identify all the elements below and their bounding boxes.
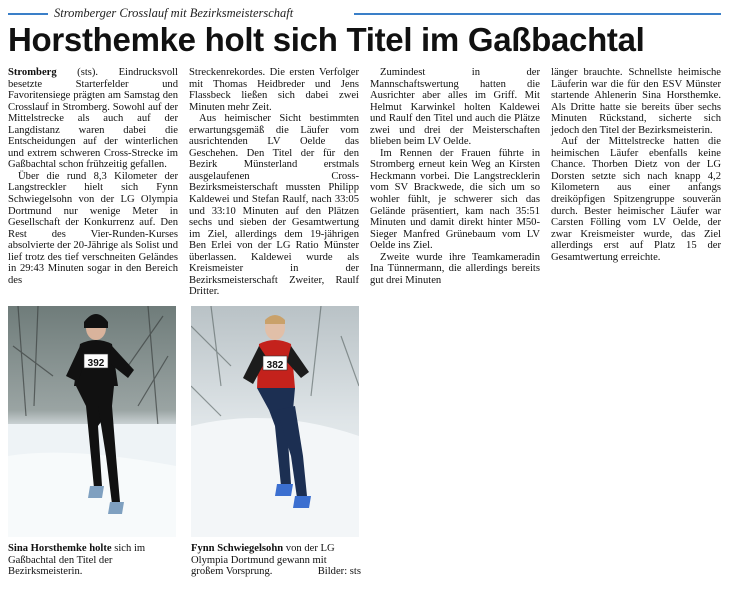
bib-number: 382 <box>266 360 284 371</box>
paragraph: Im Rennen der Frauen führte in Stromberg erneut kein Weg an Kirsten Heckmann vorbei. Die Langstrecklerin vom SV Brackwede, die sich um so wohler fühlt, je schwerer sich das Gelände präsentiert, kam nach 35:51 Minuten und damit direkt hinter M50-Sieger Manfred Grünebaum vom LV Oelde ins Ziel. <box>370 147 540 252</box>
paragraph: Zweite wurde ihre Teamkameradin Ina Tünnermann, die allerdings bereits gut drei Minuten <box>370 251 540 286</box>
paragraph-text: (sts). Eindrucksvoll besetzte Starterfelder und Favoritensiege prägten am Samstag den Crosslauf in Stromberg. Sowohl auf der Mittelstrecke als auch auf der Langdistanz waren dabei die Entscheidungen auf der winterlichen und extrem schweren Cross-Strecke im Gaßbachtal schon frühzeitig gefallen. <box>8 67 178 171</box>
paragraph: Über die rund 8,3 Kilometer der Langstreckler hielt sich Fynn Schwiegelsohn von der LG Olympia Dortmund nur wenige Meter in Gesellschaft der Konkurrenz auf. Den Rest des Vier-Runden-Kurses absolvierte der 20-Jährige als Solist und lief trotz des tief verschneiten Geländes in 29:43 Minuten sogar in den Bereich des <box>8 170 178 286</box>
kicker: Stromberger Crosslauf mit Bezirksmeisterschaft <box>54 6 294 20</box>
runner-photo-1 <box>8 306 176 537</box>
paragraph <box>8 67 178 171</box>
caption-photo-2 <box>191 543 361 578</box>
paragraph: länger brauchte. Schnellste heimische Läuferin war die für den ESV Münster startende Ahlenerin Sina Horsthemke. Als Dritte hatte sie bereits über sechs Minuten Rückstand, sicherte sich jedoch den Titel der Bezirksmeisterin. <box>551 67 721 136</box>
paragraph: Streckenrekordes. Die ersten Verfolger mit Thomas Heidbreder und Jens Flassbeck ließen sich dabei zwei Minuten mehr Zeit. <box>189 67 359 113</box>
photo-credit: Bilder: sts <box>317 566 361 577</box>
photo-sina-horsthemke <box>8 306 176 537</box>
kicker-rule-left <box>8 13 48 15</box>
caption-name: Fynn Schwiegelsohn <box>191 543 284 554</box>
paragraph: Aus heimischer Sicht bestimmten erwartungsgemäß die Läufer vom ausrichtenden LV Oelde das Geschehen. Den Titel der für den Bezirk Münsterland erstmals ausgelaufenen Cross-Bezirksmeisterschaft mussten Philipp Kaldewei und Stefan Raulf, nach 33:05 und 33:10 Minuten auf den Plätzen sechs und sieben der Gesamtwertung im Ziel, allerdings dem 19-jährigen Ben Erlei von der LG Ratio Münster überlassen. Kaldewei wurde als Kreismeister in der Bezirksmeisterschaft Zweiter, Raulf Dritter. <box>189 113 359 298</box>
column-1 <box>8 67 178 286</box>
photo-fynn-schwiegelsohn <box>191 306 359 537</box>
dateline: Stromberg <box>8 67 57 78</box>
caption-name: Sina Horsthemke holte <box>8 543 112 554</box>
caption-photo-1 <box>8 543 178 578</box>
caption-text: von der LG Olympia Dortmund gewann mit großem Vorsprung. <box>191 543 335 577</box>
column-2 <box>189 67 359 298</box>
runner-photo-2 <box>191 306 359 537</box>
bib-number: 392 <box>87 358 105 369</box>
caption-text: sich im Gaßbachtal den Titel der Bezirksmeisterin. <box>8 543 146 577</box>
paragraph: Zumindest in der Mannschaftswertung hatten die Ausrichter aber alles im Griff. Mit Helmut Karwinkel holten Kaldewei und Raulf den Titel und auch die Plätze zwei und drei der Meisterschaften blieben beim LV Oelde. <box>370 67 540 148</box>
kicker-rule-right <box>354 13 721 15</box>
kicker-bar <box>8 7 721 19</box>
paragraph: Auf der Mittelstrecke hatten die heimischen Läufer ebenfalls keine Chance. Thorben Dietz von der LG Dorsten setzte sich nach knapp 4,2 Kilometern aus einer anfangs dreiköpfigen Spitzengruppe souverän durch. Bester heimischer Läufer war Carsten Fölling vom LV Oelde, der zwar Kreismeister wurde, das Ziel allerdings erst auf Platz 15 der Gesamtwertung erreichte. <box>551 136 721 263</box>
column-3 <box>370 67 540 286</box>
column-4 <box>551 67 721 263</box>
headline: Horsthemke holt sich Titel im Gaßbachtal <box>8 21 645 58</box>
